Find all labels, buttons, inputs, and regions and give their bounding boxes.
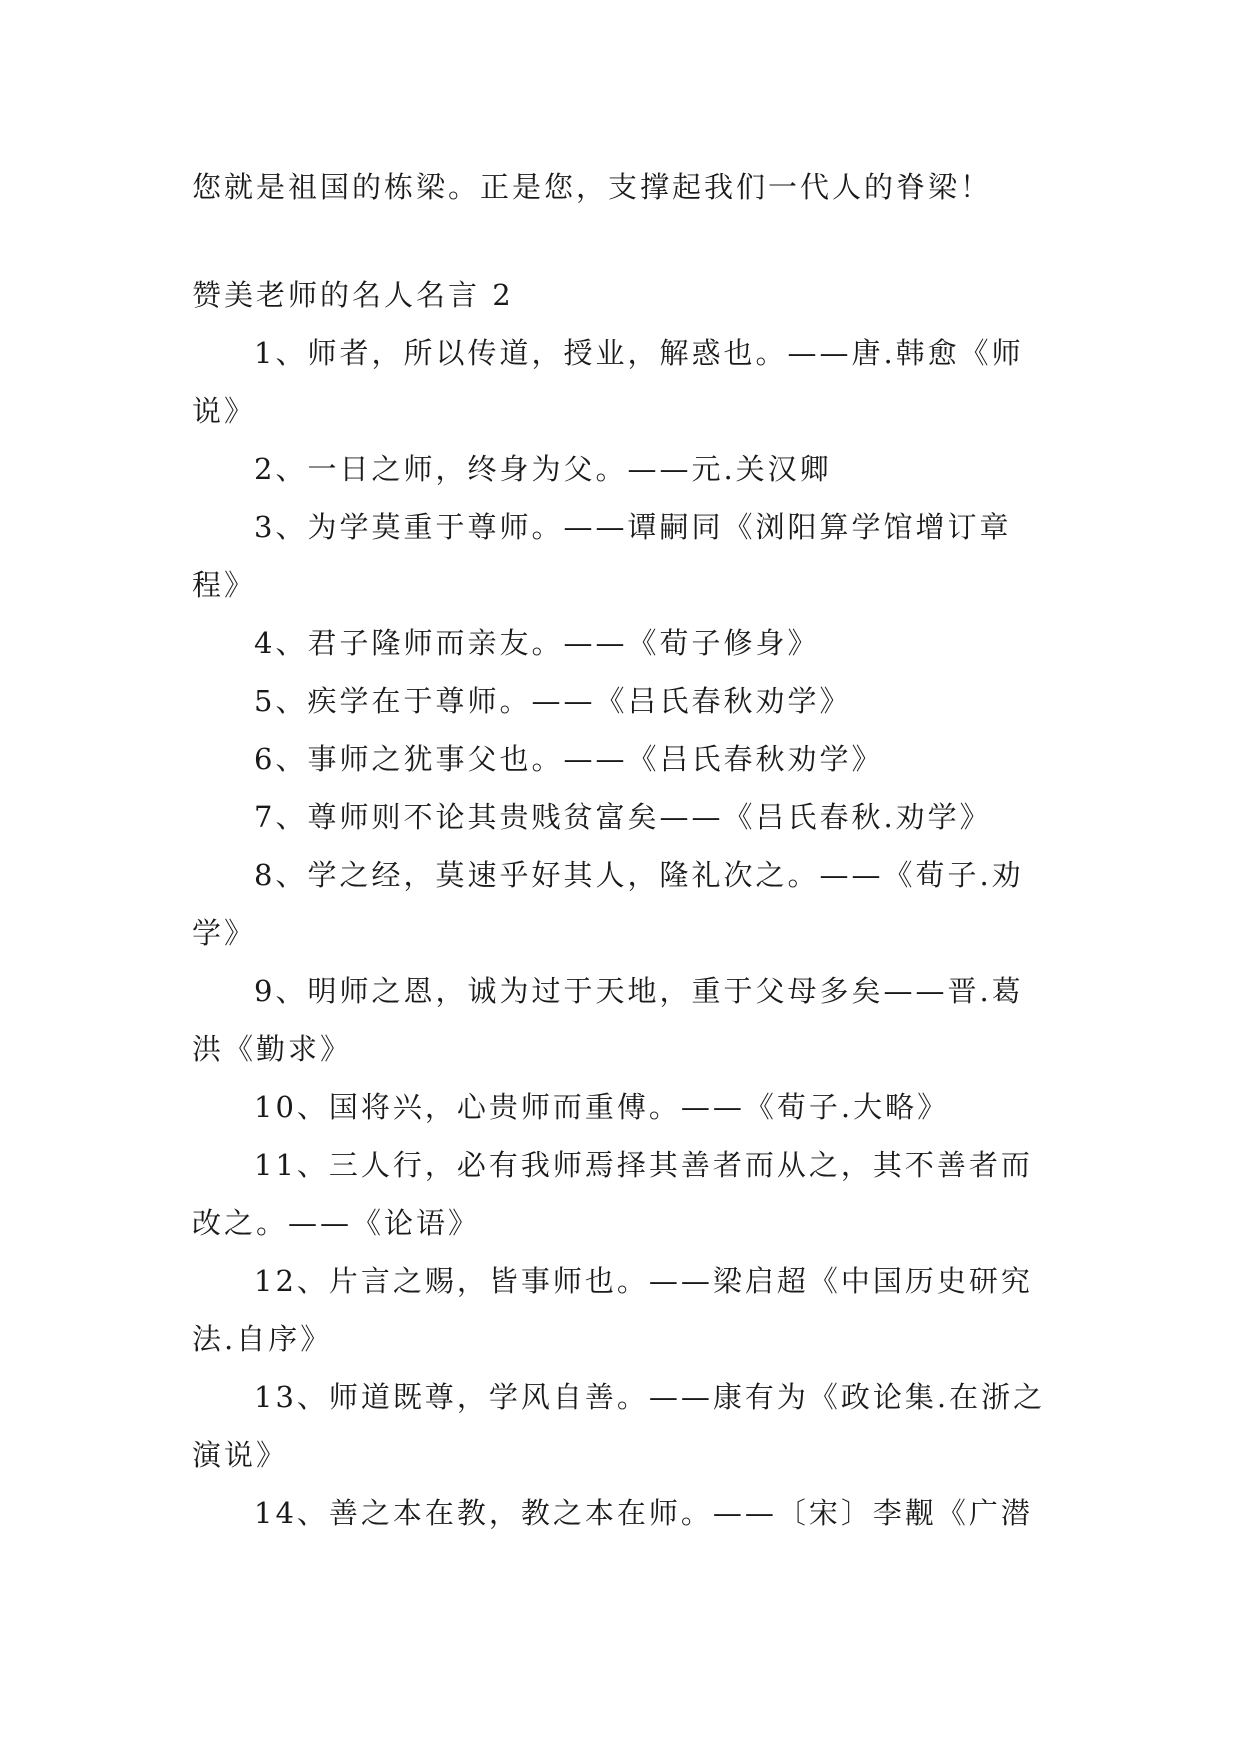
quote-item: 9、明师之恩，诚为过于天地，重于父母多矣——晋.葛洪《勤求》 — [192, 974, 1024, 1066]
quote-item: 2、一日之师，终身为父。——元.关汉卿 — [254, 452, 832, 486]
quote-item: 1、师者，所以传道，授业，解惑也。——唐.韩愈《师说》 — [192, 336, 1024, 428]
quote-item: 12、片言之赐，皆事师也。——梁启超《中国历史研究法.自序》 — [192, 1264, 1033, 1356]
quote-item: 3、为学莫重于尊师。——谭嗣同《浏阳算学馆增订章程》 — [192, 510, 1012, 602]
quote-item: 6、事师之犹事父也。——《吕氏春秋劝学》 — [254, 742, 884, 776]
quote-item: 7、尊师则不论其贵贱贫富矣——《吕氏春秋.劝学》 — [254, 800, 992, 834]
quote-item: 13、师道既尊，学风自善。——康有为《政论集.在浙之演说》 — [192, 1380, 1046, 1472]
quote-item: 11、三人行，必有我师焉择其善者而从之，其不善者而改之。——《论语》 — [192, 1148, 1033, 1240]
quote-item: 4、君子隆师而亲友。——《荀子修身》 — [254, 626, 820, 660]
quote-item: 10、国将兴，心贵师而重傅。——《荀子.大略》 — [254, 1090, 950, 1124]
section-heading: 赞美老师的名人名言 2 — [192, 278, 514, 312]
document-page — [192, 158, 1052, 1542]
quote-item: 14、善之本在教，教之本在师。——〔宋〕李觏《广潜 — [254, 1496, 1033, 1530]
quote-item: 8、学之经，莫速乎好其人，隆礼次之。——《荀子.劝学》 — [192, 858, 1024, 950]
quote-item: 5、疾学在于尊师。——《吕氏春秋劝学》 — [254, 684, 852, 718]
intro-paragraph: 您就是祖国的栋梁。正是您，支撑起我们一代人的脊梁！ — [192, 170, 993, 204]
